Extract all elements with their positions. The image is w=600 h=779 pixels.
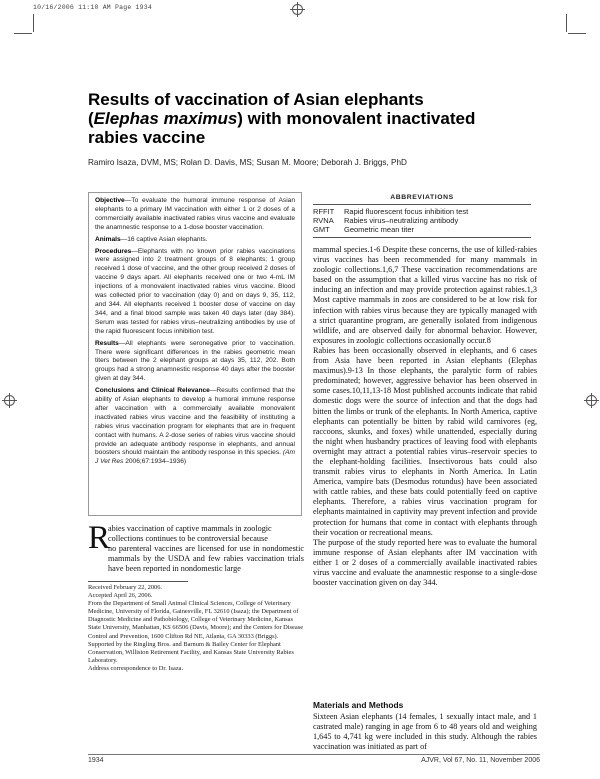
registration-mark-icon xyxy=(292,4,303,15)
abstract-citation: (Am J Vet Res xyxy=(95,449,295,466)
divider xyxy=(313,204,531,205)
crop-mark-icon xyxy=(14,33,32,34)
section-heading: Materials and Methods xyxy=(313,700,404,710)
divider xyxy=(88,581,188,582)
article-notes: Received February 22, 2006. Accepted April 26, 2006. From the Department of Small Animal Clinical Sciences, College of Veterinary Medicine, University of Florida, Gainesville, FL 32610 (Isaza); the Department of Diagnostic Medicine and Pathobiology, College of Veterinary Medicine, Kansas State University, Manhattan, KS 66506 (Davis, Moore); and the Centers for Disease Control and Prevention, 1600 Clifton Rd NE, Atlanta, GA 30333 (Briggs). Supported by the Ringling Bros. and Barnum & Bailey Center for Elephant Conservation, Williston Retirement Facility, and Kansas State University Rabies Laboratory. Address correspondence to Dr. Isaza. xyxy=(88,584,304,672)
crop-mark-icon xyxy=(566,14,567,32)
title-line-2: (Elephas maximus) with monovalent inactivated xyxy=(88,109,476,128)
abbreviations-title: ABBREVIATIONS xyxy=(390,194,454,201)
title-line-1: Results of vaccination of Asian elephants xyxy=(88,90,424,109)
title-species: Elephas maximus xyxy=(93,109,238,128)
title-line-3: rabies vaccine xyxy=(88,128,206,147)
abstract-objective: Objective—To evaluate the humoral immune response of Asian elephants to a primary IM vaccination with either 1 or 2 doses of a commercially available inactivated rabies virus vaccine and evaluate the anamnestic response to a 1-dose booster vaccination. xyxy=(95,197,295,231)
drop-cap: R xyxy=(88,520,111,556)
registration-mark-icon xyxy=(4,395,15,406)
abbreviation-row: RFFIT Rapid fluorescent focus inhibition test xyxy=(313,207,469,216)
abstract-conclusions: Conclusions and Clinical Relevance—Results confirmed that the ability of Asian elephants to develop a humoral immune response after vaccination with a commercially available monovalent inactivated rabies virus vaccine and the feasibility of instituting a rabies virus vaccination program for elephants that are in frequent contact with humans. A 2-dose series of rabies virus vaccine should provide an adequate antibody response in elephants, and annual boosters should maintain the antibody response in this species. (Am J Vet Res 2006;67:1934–1936) xyxy=(95,387,295,466)
abbreviation-row: RVNA Rabies virus–neutralizing antibody xyxy=(313,216,459,225)
author-list: Ramiro Isaza, DVM, MS; Rolan D. Davis, MS; Susan M. Moore; Deborah J. Briggs, PhD xyxy=(88,158,407,167)
abstract-animals: Animals—16 captive Asian elephants. xyxy=(95,235,208,243)
crop-mark-icon xyxy=(33,14,34,32)
article-title xyxy=(88,90,558,147)
abstract-box xyxy=(88,192,302,516)
crop-mark-icon xyxy=(568,33,586,34)
intro-paragraph: abies vaccination of captive mammals in zoologic collections continues to be controversial because no parenteral vaccines are licensed for use in nondomestic mammals by the USDA and few rabies vaccination trials have been reported in nondomestic large xyxy=(108,524,304,574)
print-header: 10/16/2006 11:10 AM Page 1934 xyxy=(33,4,152,11)
page-number: 1934 xyxy=(88,757,104,764)
registration-mark-icon xyxy=(586,395,597,406)
divider xyxy=(88,754,540,755)
journal-citation: AJVR, Vol 67, No. 11, November 2006 xyxy=(421,757,540,764)
abbreviations-table xyxy=(313,194,531,238)
methods-text: Sixteen Asian elephants (14 females, 1 sexually intact male, and 1 castrated male) ranging in age from 6 to 48 years old and weighing 1,645 to 4,741 kg were included in this study. Although the rabies vaccination was initiated as part of xyxy=(313,712,537,752)
abstract-procedures: Procedures—Elephants with no known prior rabies vaccinations were assigned into 2 treatment groups of 8 elephants; 1 group received 1 dose of vaccine, and the other group received 2 doses of vaccine 9 days apart. All elephants received one or two 4-mL IM injections of a monovalent inactivated rabies virus vaccine. Blood was collected prior to vaccination (day 0) and on days 9, 35, 112, and 344. All elephants received 1 booster dose of vaccine on day 344, and a final blood sample was taken 40 days later (day 384). Serum was tested for rabies virus–neutralizing antibodies by use of the rapid fluorescent focus inhibition test. xyxy=(95,247,295,335)
body-text: mammal species.1-6 Despite these concerns, the use of killed-rabies virus vaccines has been recommended for many mammals in zoologic collections.1,6,7 These vaccination recommendations are based on the assumption that a killed virus vaccine has no risk of inducing an infection and may provide protection against rabies.1,3 Most captive mammals in zoos are considered to be at low risk for infection with rabies virus because they are typically managed with a strict quarantine program, are generally isolated from indigenous wildlife, and are observed daily for abnormal behavior. However, exposures in zoologic collections occasionally occur.8 Rabies has been occasionally observed in elephants, and 6 cases from Asia have been reported in Asian elephants (Elephas maximus).9-13 In those elephants, the paralytic form of rabies predominated; however, aggressive behavior has been observed in some cases.10,11,13-18 Most published accounts indicate that rabid domestic dogs were the source of infection and that the dogs had bitten the limbs or trunk of the elephants. In North America, captive elephants can potentially be bitten by rabid wild carnivores (eg, raccoons, skunks, and foxes) while unattended, especially during the night when husbandry practices of leaving food with elephants overnight may attract a potential rabies virus–reservoir species to the elephant-holding facilities. Insectivorous bats could also transmit rabies virus to elephants in North America. In Latin America, vampire bats (Desmodus rotundus) have been associated with cattle rabies, and these bats could potentially feed on captive elephants. Therefore, a rabies virus vaccination program for elephants maintained in captivity may prevent infection and provide protection for humans that come in contact with elephants through their vocation or recreational means. The purpose of the study reported here was to evaluate the humoral immune response of Asian elephants after IM vaccination with either 1 or 2 doses of a commercially available inactivated rabies virus vaccine and evaluate the anamnestic response to a single-dose booster vaccination given on day 344. xyxy=(313,245,537,588)
divider xyxy=(313,237,531,238)
abbreviation-row: GMT Geometric mean titer xyxy=(313,225,415,234)
abstract-results: Results—All elephants were seronegative prior to vaccination. There were significant differences in the rabies geometric mean titers between the 2 elephant groups at days 35, 112, 202. Both groups had a strong anamnestic response 40 days after the booster given at day 344. xyxy=(95,339,295,383)
